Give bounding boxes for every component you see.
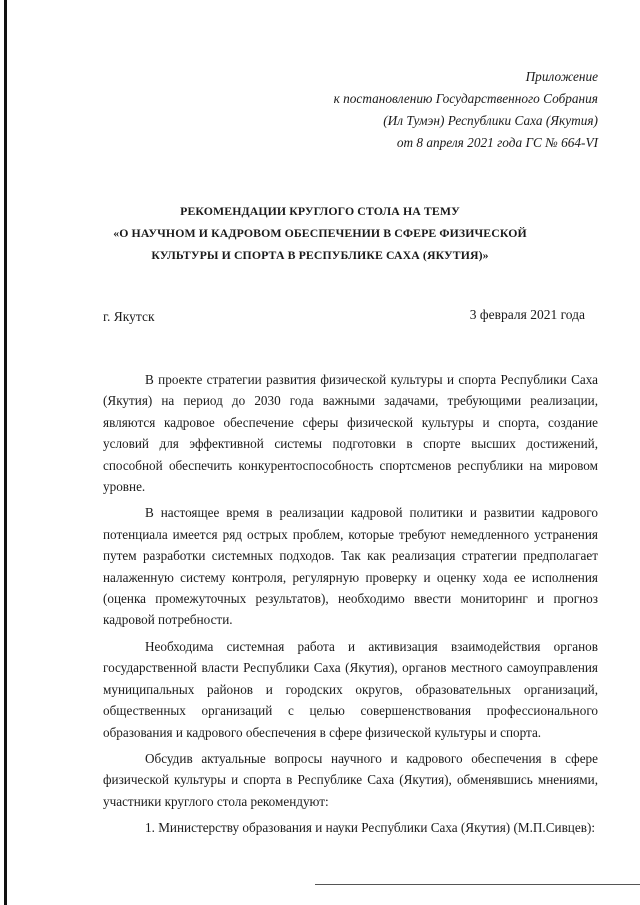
appendix-line-3: (Ил Тумэн) Республики Саха (Якутия) — [383, 113, 598, 128]
appendix-block — [334, 66, 598, 154]
appendix-line-4: от 8 апреля 2021 года ГС № 664-VI — [396, 135, 598, 150]
body-text — [103, 369, 598, 844]
title-line-2: «О НАУЧНОМ И КАДРОВОМ ОБЕСПЕЧЕНИИ В СФЕРЕ ФИЗИЧЕСКОЙ — [113, 226, 527, 240]
date-label: 3 февраля 2021 года — [469, 307, 585, 322]
appendix-line-2: к постановлению Государственного Собрания — [333, 91, 598, 106]
paragraph: 1. Министерству образования и науки Республики Саха (Якутия) (М.П.Сивцев): — [145, 820, 595, 836]
appendix-line-1: Приложение — [525, 69, 598, 84]
place-label: г. Якутск — [103, 309, 155, 324]
title-line-1: РЕКОМЕНДАЦИИ КРУГЛОГО СТОЛА НА ТЕМУ — [180, 204, 460, 218]
paragraph: В настоящее время в реализации кадровой политики и развитии кадрового потенциала имеется ряд острых проблем, которые требуют немедленного устранения путем разработки системных подходов. Так как реализация стратегии предполагает налаженную систему контроля, регулярную проверку и оценку хода ее исполнения (оценка промежуточных результатов), необходимо ввести мониторинг и прогноз кадровой потребности. — [103, 505, 598, 628]
paragraph: В проекте стратегии развития физической культуры и спорта Республики Саха (Якутия) на период до 2030 года важными задачами, требующими реализации, являются кадровое обеспечение сферы физической культуры и спорта, создание условий для эффективной системы подготовки в спорте высших достижений, способной обеспечить конкурентоспособность спортсменов республики на мировом уровне. — [103, 372, 598, 495]
scan-edge-bottom — [315, 884, 640, 885]
paragraph: Обсудив актуальные вопросы научного и кадрового обеспечения в сфере физической культуры и спорта в Республике Саха (Якутия), обменявшись мнениями, участники круглого стола рекомендуют: — [103, 750, 598, 809]
document-title — [0, 200, 640, 266]
paragraph: Необходима системная работа и активизация взаимодействия органов государственной власти Республики Саха (Якутия), органов местного самоуправления муниципальных районов и городских округов, образовательных организаций, общественных организаций с целью совершенствования профессионального образования и кадрового обеспечения в сфере физической культуры и спорта. — [103, 638, 598, 740]
title-line-3: КУЛЬТУРЫ И СПОРТА В РЕСПУБЛИКЕ САХА (ЯКУТИЯ)» — [151, 248, 489, 262]
scan-edge-left — [4, 0, 7, 905]
